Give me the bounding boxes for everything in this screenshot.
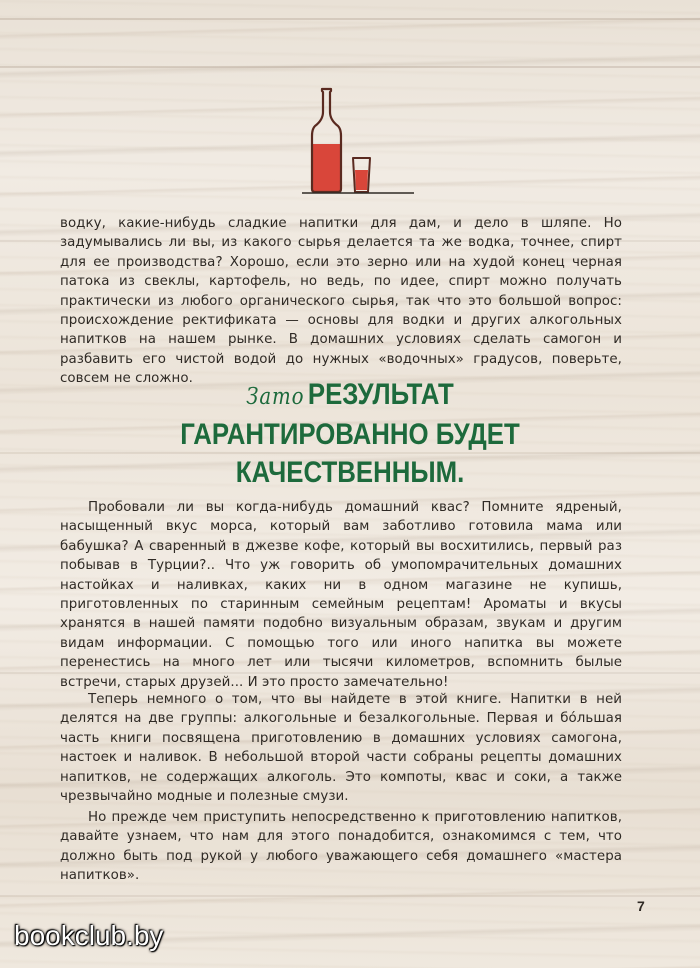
wood-plank-seam <box>0 895 700 897</box>
heading-script-word: Зато <box>246 384 305 410</box>
intro-paragraph: водку, какие-нибудь сладкие напитки для дам, и дело в шляпе. Но задумывались ли вы, из какого сырья делается та же водка, точнее, спирт для ее производства? Хорошо, если это зерно или на худой конец черная патока из свеклы, картофель, но ведь, по идее, спирт можно получать практически из любого органического сырья, так что это большой вопрос: происхождение ректификата — основы для водки и других алкогольных напитков на нашем рынке. В домашних условиях сделать самогон и разбавить его чистой водой до нужных «водочных» градусов, поверьте, совсем не сложно. <box>60 216 622 387</box>
intro-paragraph-block <box>60 214 622 389</box>
wood-plank-seam <box>0 18 700 20</box>
body-paragraph-block <box>60 498 622 692</box>
heading-line-3: КАЧЕСТВЕННЫМ. <box>235 456 465 489</box>
pull-quote-heading <box>178 376 522 492</box>
watermark: bookclub.by <box>14 920 164 951</box>
body-paragraph-block <box>60 808 622 886</box>
bottle-and-glass-illustration <box>302 86 418 196</box>
wood-plank-seam <box>0 66 700 68</box>
heading-line-1: РЕЗУЛЬТАТ <box>307 378 454 411</box>
body-paragraph: Теперь немного о том, что вы найдете в этой книге. Напитки в ней делятся на две группы: алкогольные и безалкогольные. Первая и бо́льшая часть книги посвящена приготовлению в домашних условиях самогона, настоек и наливок. В небольшой второй части собраны рецепты домашних напитков, не содержащих алкоголь. Это компоты, квас и соки, а также чрезвычайно модные и полезные смузи. <box>60 692 622 805</box>
bottle-liquid <box>312 144 341 192</box>
page-number: 7 <box>637 898 645 914</box>
glass-liquid <box>355 170 368 190</box>
body-paragraph-block <box>60 690 622 806</box>
heading-line-2: ГАРАНТИРОВАННО БУДЕТ <box>180 418 520 451</box>
body-paragraph: Пробовали ли вы когда-нибудь домашний квас? Помните ядреный, насыщенный вкус морса, который вам заботливо готовила мама или бабушка? А сваренный в джезве кофе, который вы восхитились, первый раз побывав в Турции?.. Что уж говорить об умопомрачительных домашних настойках и наливках, каких ни в одном магазине не купишь, приготовленных по старинным семейным рецептам! Ароматы и вкусы хранятся в нашей памяти подобно визуальным образам, звукам и другим видам информации. С помощью того или иного напитка вы можете перенестись на много лет или тысячи километров, вспомнить былые встречи, старых друзей... И это просто замечательно! <box>60 500 622 690</box>
body-paragraph: Но прежде чем приступить непосредственно к приготовлению напитков, давайте узнаем, что нам для этого понадобится, ознакомимся с тем, что должно быть под рукой у любого уважающего себя домашнего «мастера напитков». <box>60 810 622 884</box>
